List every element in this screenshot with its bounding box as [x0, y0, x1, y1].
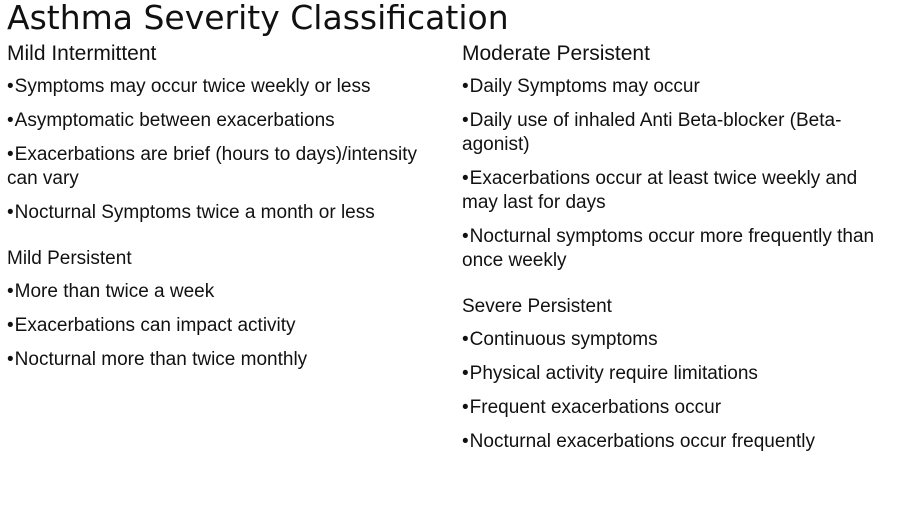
bullet-list	[7, 280, 437, 372]
bullet-item: • Physical activity require limitations	[462, 362, 894, 386]
bullet-item: • Daily use of inhaled Anti Beta-blocker (Beta-agonist)	[462, 109, 894, 157]
section-heading: Mild Intermittent	[7, 42, 157, 65]
section-heading: Mild Persistent	[7, 248, 132, 269]
bullet-item: • Nocturnal Symptoms twice a month or less	[7, 201, 437, 225]
section-mild-intermittent	[7, 41, 437, 225]
section-severe-persistent	[462, 295, 894, 454]
bullet-item: • Symptoms may occur twice weekly or less	[7, 75, 437, 99]
bullet-item: • Frequent exacerbations occur	[462, 396, 894, 420]
left-column	[7, 41, 437, 382]
bullet-item: • Exacerbations are brief (hours to days)/intensity can vary	[7, 143, 437, 191]
bullet-item: • Nocturnal exacerbations occur frequently	[462, 430, 894, 454]
right-column	[462, 41, 894, 464]
section-heading: Moderate Persistent	[462, 42, 650, 65]
bullet-list	[462, 328, 894, 454]
section-mild-persistent	[7, 247, 437, 372]
slide-title: Asthma Severity Classification	[7, 0, 509, 37]
section-heading: Severe Persistent	[462, 296, 612, 317]
bullet-item: • Nocturnal symptoms occur more frequently than once weekly	[462, 225, 894, 273]
bullet-list	[462, 75, 894, 273]
bullet-item: • More than twice a week	[7, 280, 437, 304]
bullet-item: • Exacerbations can impact activity	[7, 314, 437, 338]
bullet-list	[7, 75, 437, 225]
bullet-item: • Continuous symptoms	[462, 328, 894, 352]
bullet-item: • Exacerbations occur at least twice weekly and may last for days	[462, 167, 894, 215]
bullet-item: • Asymptomatic between exacerbations	[7, 109, 437, 133]
bullet-item: • Daily Symptoms may occur	[462, 75, 894, 99]
section-moderate-persistent	[462, 41, 894, 273]
bullet-item: • Nocturnal more than twice monthly	[7, 348, 437, 372]
